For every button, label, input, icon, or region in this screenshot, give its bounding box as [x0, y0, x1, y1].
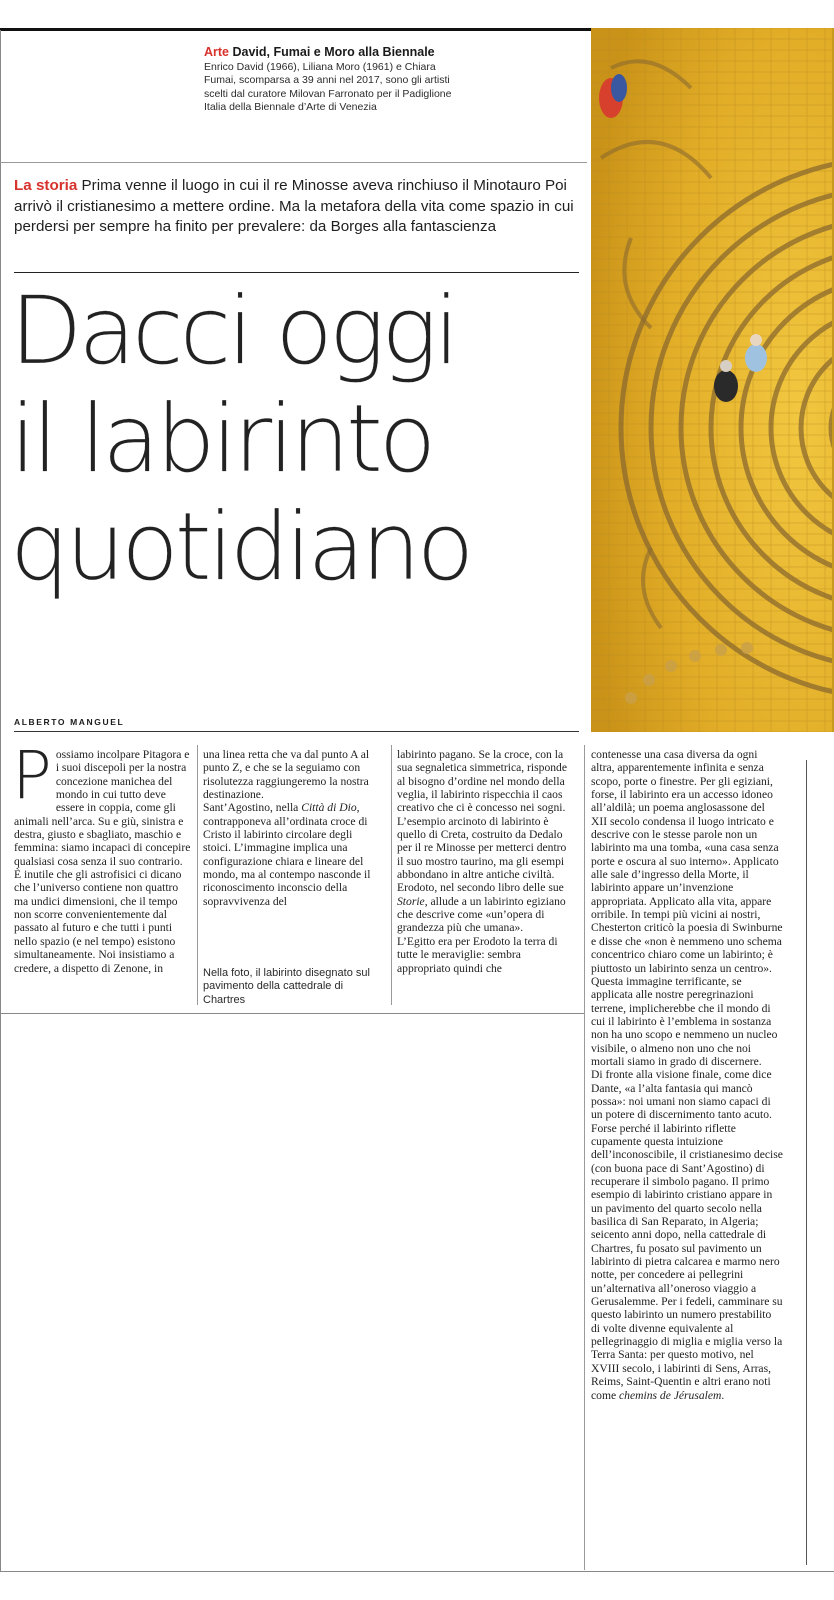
photo-caption: Nella foto, il labirinto disegnato sul pavimento della cattedrale di Chartres: [203, 967, 370, 1006]
promo-text: Enrico David (1966), Liliana Moro (1961) e Chiara Fumai, scomparsa a 39 anni nel 2017, sono gli artisti scelti dal curatore Milovan Farronato per il Padiglione Italia della Biennale d’Arte di Venezia: [204, 61, 452, 114]
column-2-paragraph-2: [203, 801, 381, 908]
promo-tag: Arte: [204, 45, 230, 59]
labyrinth-photo: [591, 28, 834, 732]
bottom-rule: [0, 1571, 834, 1572]
headline-rule: [14, 272, 579, 273]
column-separator-2: [391, 745, 392, 1005]
right-edge-rule: [806, 760, 807, 1565]
column-separator-1: [197, 745, 198, 1005]
headline-line-2: il labirinto: [10, 385, 433, 494]
promo-divider: [0, 162, 587, 163]
column-3-text-a: L’esempio arcinoto di labirinto è quello di Creta, costruito da Dedalo per il re Minosse per metterci dentro il suo mostro taurino, ma gli esempi abbondano in altre antiche civiltà. Erodoto, nel secondo libro delle sue: [397, 814, 567, 895]
column-4-text-b: .: [721, 1388, 725, 1402]
column-3-paragraph-1: labirinto pagano. Se la croce, con la sua segnaletica simmetrica, risponde al bisogno d’ordine nel mondo della veglia, il labirinto rispecchia il caos creativo che ci è concesso nei sogni.: [397, 748, 567, 815]
article-column-1: [12, 737, 192, 975]
article-column-4: [591, 748, 783, 1402]
promo-headline: David, Fumai e Moro alla Biennale: [232, 45, 435, 59]
article-summary: [14, 176, 584, 238]
byline: ALBERTO MANGUEL: [14, 717, 125, 727]
columns-bottom-rule: [0, 1013, 584, 1014]
column-2-paragraph-1: una linea retta che va dal punto A al punto Z, e che se la seguiamo con risolutezza raggiungeremo la nostra destinazione.: [203, 748, 370, 802]
left-border: [0, 30, 1, 1572]
byline-rule: [14, 731, 579, 732]
column-3-paragraph-2: [397, 815, 575, 935]
column-3-italic: Storie: [397, 894, 425, 908]
column-4-italic: chemins de Jérusalem: [619, 1388, 722, 1402]
column-3-text-b: , allude a un labirinto egiziano che descrive come «un’opera di grandezza più che umana».: [397, 894, 566, 935]
promo-box: [204, 44, 466, 115]
column-4-text-a: Forse perché il labirinto riflette cupamente questa intuizione dell’inconoscibile, il cristianesimo decise (con buona pace di Sant’Agostino) di recuperare il simbolo pagano. Il primo esempio di labirinto cristiano appare in un pavimento del quarto secolo nella basilica di San Reparato, in Algeria; seicento anni dopo, nella cattedrale di Chartres, fu posato sul pavimento un labirinto di pietra calcarea e marmo nero notte, per concedere ai pellegrini un’alternativa all’oneroso viaggio a Gerusalemme. Per i fedeli, camminare su questo labirinto un numero prestabilito di volte divenne equivalente al pellegrinaggio di miglia e miglia verso la Terra Santa: per questo motivo, nel XVIII secolo, i labirinti di Sens, Arras, Reims, Saint-Quentin e altri erano noti come: [591, 1121, 783, 1402]
article-column-3: [397, 748, 575, 975]
column-4-paragraph-4: [591, 1122, 783, 1402]
column-2-text-b: , contrapponeva all’ordinata croce di Cristo il labirinto circolare degli stoici. L’immagine implica una configurazione chiara e lineare del mondo, ma al contempo nasconde il riconoscimento inconscio della sopravvivenza del: [203, 801, 371, 908]
headline-line-1: Dacci oggi: [10, 277, 456, 386]
column-4-paragraph-2: Questa immagine terrificante, se applicata alle nostre peregrinazioni terrene, implicherebbe che il mondo di cui il labirinto è l’emblema in sostanza non ha uno scopo e nemmeno un nucleo visibile, o almeno non uno che noi mortali siamo in grado di discernere.: [591, 974, 778, 1068]
column-4-paragraph-1: contenesse una casa diversa da ogni altra, apparentemente infinita e senza scopo, porte o finestre. Per gli egiziani, forse, il labirinto era un accesso idoneo all’aldilà; un poema anglosassone del XII secolo condensa il luogo intricato e descrive con le stesse parole non un labirinto ma una tomba, «una casa senza porte e oscura al suo interno». Applicato alle sale d’ingresso della Morte, il labirinto appare un’invenzione appropriata. Applicato alla vita, appare orribile. In tempi più vicini ai nostri, Chesterton criticò la poesia di Swinburne e disse che «non è nemmeno uno schema concentrico chiaro come un labirinto; è piuttosto un labirinto senza un centro».: [591, 748, 783, 975]
column-4-paragraph-3: Di fronte alla visione finale, come dice Dante, «a l’alta fantasia qui mancò possa»: noi umani non siamo capaci di un potere di discernimento tanto acuto.: [591, 1068, 772, 1122]
article-column-2: [203, 748, 381, 908]
summary-text: Prima venne il luogo in cui il re Minosse aveva rinchiuso il Minotauro Poi arrivò il cristianesimo a mettere ordine. Ma la metafora della vita come spazio in cui perdersi per sempre ha finito per prevalere: da Borges alla fantascienza: [14, 177, 574, 235]
column-1-text: ossiamo incolpare Pitagora e i suoi discepoli per la nostra concezione manichea del mondo in cui tutto deve essere in coppia, come gli animali nell’arca. Su e giù, sinistra e destra, giusto e sbagliato, maschio e femmina: siamo incapaci di concepire qualsiasi cosa senza il suo contrario. È inutile che gli astrofisici ci dicano che l’universo contiene non quattro ma undici dimensioni, che il tempo non scorre convenientemente dal passato al futuro e che tutti i punti nello spazio (e nel tempo) esistono simultaneamente. Noi insistiamo a credere, a dispetto di Zenone, in: [14, 748, 191, 975]
headline-line-3: quotidiano: [10, 493, 471, 602]
column-3-paragraph-3: L’Egitto era per Erodoto la terra di tutte le meraviglie: sembra appropriato quindi che: [397, 934, 558, 975]
column-2-italic: Città di Dio: [301, 801, 357, 815]
drop-cap: P: [12, 737, 52, 814]
column-separator-3: [584, 745, 585, 1570]
column-2-text-a: Sant’Agostino, nella: [203, 801, 302, 815]
promo-title: [204, 44, 466, 60]
summary-tag: La storia: [14, 177, 78, 194]
labyrinth-image: [591, 28, 834, 732]
headline: [10, 278, 580, 602]
